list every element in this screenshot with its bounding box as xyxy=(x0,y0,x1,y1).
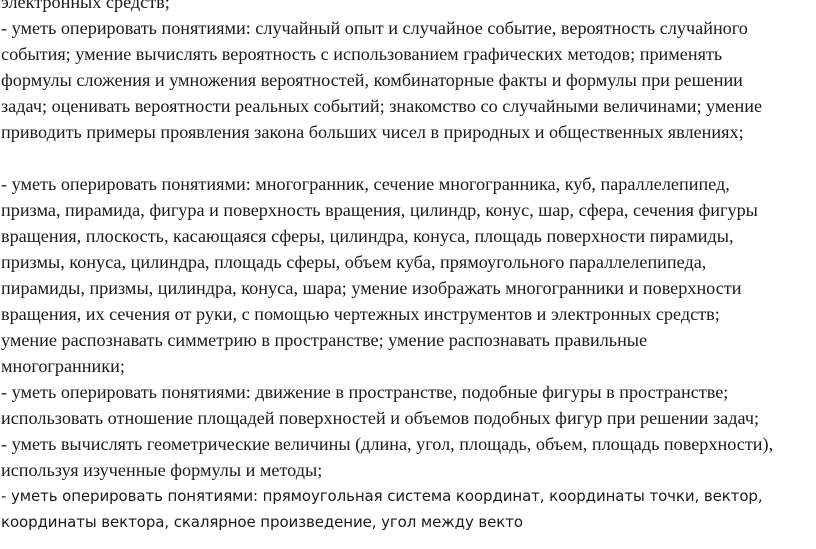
text-line: формулы сложения и умножения вероятностей, комбинаторные факты и формулы при решении xyxy=(1,70,743,90)
text-line: - уметь оперировать понятиями: прямоугольная система координат, координаты точки, вектор, xyxy=(1,487,763,505)
text-line: - уметь оперировать понятиями: многогранник, сечение многогранника, куб, параллелепипед, xyxy=(1,174,730,194)
paragraph-spacer xyxy=(0,145,816,171)
text-line: призма, пирамида, фигура и поверхность вращения, цилиндр, конус, шар, сфера, сечения фигуры xyxy=(1,200,758,220)
text-line: вращения, плоскость, касающаяся сферы, цилиндра, конуса, площадь поверхности пирамиды, xyxy=(1,226,734,246)
text-line: пирамиды, призмы, цилиндра, конуса, шара; умение изображать многогранники и поверхности xyxy=(1,278,742,298)
text-line: - уметь вычислять геометрические величины (длина, угол, площадь, объем, площадь поверхности), xyxy=(1,434,774,454)
text-line: вращения, их сечения от руки, с помощью чертежных инструментов и электронных средств; xyxy=(1,304,720,324)
text-line: приводить примеры проявления закона больших чисел в природных и общественных явлениях; xyxy=(1,122,744,142)
text-line: координаты вектора, скалярное произведение, угол между векто xyxy=(1,513,523,531)
text-line: используя изученные формулы и методы; xyxy=(1,460,323,480)
text-line: призмы, конуса, цилиндра, площадь сферы, объем куба, прямоугольного параллелепипеда, xyxy=(1,252,707,272)
text-line: - уметь оперировать понятиями: движение в пространстве, подобные фигуры в пространстве; xyxy=(1,382,729,402)
text-line: многогранники; xyxy=(1,356,125,376)
text-line: события; умение вычислять вероятность с использованием графических методов; применять xyxy=(1,44,723,64)
text-line: электронных средств; xyxy=(1,0,170,12)
text-line: задач; оценивать вероятности реальных событий; знакомство со случайными величинами; умение xyxy=(1,96,763,116)
text-line: - уметь оперировать понятиями: случайный опыт и случайное событие, вероятность случайного xyxy=(1,18,748,38)
text-line: использовать отношение площадей поверхностей и объемов подобных фигур при решении задач; xyxy=(1,408,760,428)
text-line: умение распознавать симметрию в пространстве; умение распознавать правильные xyxy=(1,330,648,350)
